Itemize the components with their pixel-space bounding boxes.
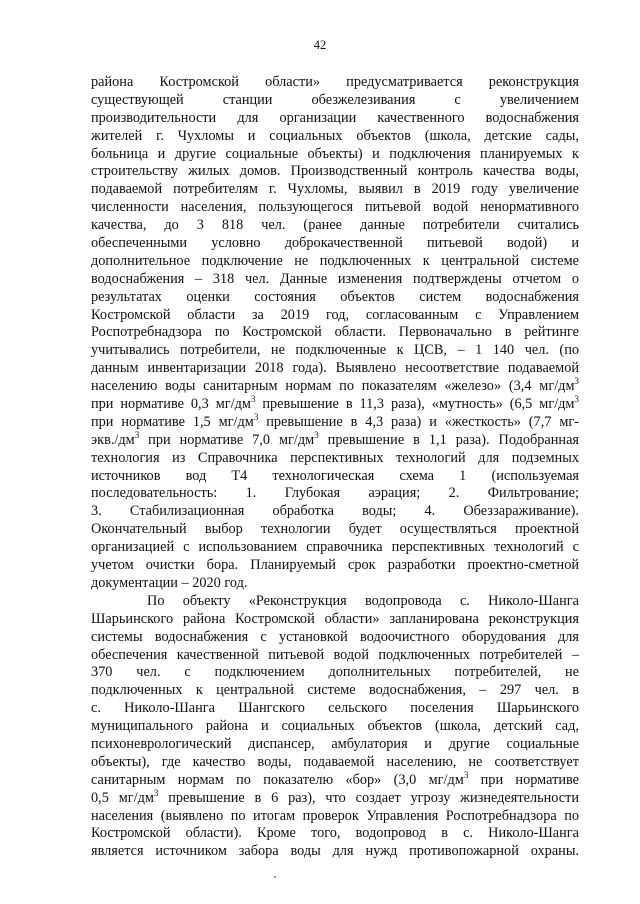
- text-segment: строительству жилых домов. Производственный контроль качества воды,: [91, 163, 579, 180]
- text-segment: экв./дм: [91, 431, 135, 448]
- text-line: [91, 396, 579, 414]
- superscript: 3: [574, 394, 579, 405]
- text-segment: с. Николо-Шанга Шангского сельского поселения Шарьинского: [91, 700, 579, 717]
- superscript: 3: [253, 411, 259, 422]
- text-segment: производительности для организации качественного водоснабжения: [91, 109, 579, 126]
- body-text: [91, 74, 579, 861]
- text-line: [91, 503, 579, 521]
- text-segment: 0,5 мг/дм: [91, 789, 154, 806]
- superscript: 3: [134, 429, 140, 440]
- text-segment: жителей г. Чухломы и социальных объектов (школа, детские сады,: [91, 127, 579, 144]
- text-line: [91, 92, 579, 110]
- text-segment: системы водоснабжения с установкой водоочистного оборудования для: [91, 628, 579, 645]
- text-segment: района Костромской области» предусматривается реконструкция: [91, 74, 579, 90]
- text-line: [91, 74, 579, 92]
- text-line: [91, 235, 579, 253]
- text-line: [91, 593, 579, 611]
- text-segment: Шарьинского района Костромской области» запланирована реконструкция: [91, 610, 579, 627]
- text-segment: 370 чел. с подключением дополнительных потребителей, не: [91, 664, 579, 681]
- text-line: [91, 217, 579, 235]
- text-segment: технология из Справочника перспективных технологий для подземных: [91, 449, 579, 466]
- text-segment: превышение в 1,1 раза). Подобранная: [318, 431, 579, 448]
- text-segment: данным инвентаризации 2018 года). Выявлено несоответствие подаваемой: [91, 360, 579, 377]
- text-segment: подаваемой потребителям г. Чухломы, выявил в 2019 году увеличение: [91, 181, 579, 198]
- text-segment: Роспотребнадзора по Костромской области. Первоначально в рейтинге: [91, 324, 579, 341]
- text-line: [91, 199, 579, 217]
- text-segment: при нормативе 1,5 мг/дм: [91, 413, 254, 430]
- text-line: [91, 485, 579, 503]
- text-line: [91, 682, 579, 700]
- text-line: [91, 521, 579, 539]
- page-number: 42: [313, 38, 327, 52]
- text-line: [91, 843, 579, 861]
- text-line: [91, 450, 579, 468]
- text-segment: психоневрологический диспансер, амбулатория и другие социальные: [91, 735, 579, 752]
- text-segment: подключенных к центральной системе водоснабжения, – 297 чел. в: [91, 682, 579, 699]
- text-segment: превышение в 6 раз), что создает угрозу жизнедеятельности: [158, 789, 579, 806]
- text-line: [91, 289, 579, 307]
- text-line: [91, 411, 579, 432]
- text-line: [91, 271, 579, 289]
- text-segment: при нормативе: [468, 771, 579, 788]
- text-segment: источников вод Т4 технологическая схема 1 (используемая: [91, 467, 579, 484]
- text-line: [91, 769, 579, 790]
- superscript: 3: [153, 787, 159, 798]
- text-line: [91, 342, 579, 360]
- text-segment: населению воды санитарным нормам по показателям «железо» (3,4 мг/дм: [91, 378, 575, 395]
- superscript: 3: [463, 769, 469, 780]
- text-segment: численности населения, пользующегося питьевой водой ненормативного: [91, 199, 579, 216]
- text-segment: учитывались потребители, не подключенные к ЦСВ, – 1 140 чел. (по: [91, 342, 579, 359]
- text-line: [91, 378, 579, 396]
- text-line: [91, 539, 579, 557]
- text-segment: результатах оценки состояния объектов систем водоснабжения: [91, 288, 579, 305]
- text-line: [91, 787, 579, 808]
- text-segment: 3. Стабилизационная обработка воды; 4. Обеззараживание).: [91, 503, 579, 520]
- text-line: [91, 128, 579, 146]
- text-line: [91, 557, 579, 575]
- text-line: [91, 429, 579, 450]
- text-segment: По объекту «Реконструкция водопровода с. Николо-Шанга: [147, 592, 579, 609]
- superscript: 3: [574, 376, 579, 387]
- text-segment: учетом очистки бора. Планируемый срок разработки проектно-сметной: [91, 557, 579, 574]
- text-segment: муниципального района и социальных объектов (школа, детский сад,: [91, 718, 579, 735]
- text-line: [91, 664, 579, 682]
- text-line: [91, 575, 579, 593]
- text-segment: документации – 2020 год.: [91, 574, 248, 591]
- superscript: 3: [314, 429, 319, 440]
- text-line: [91, 736, 579, 754]
- text-segment: населения (выявлено по итогам проверок Управления Роспотребнадзора по: [91, 807, 579, 824]
- text-segment: Костромской области за 2019 год, согласованным с Управлением: [91, 306, 579, 323]
- text-line: [91, 110, 579, 128]
- text-line: [91, 647, 579, 665]
- text-line: [91, 825, 579, 843]
- text-line: [91, 324, 579, 342]
- text-line: [91, 253, 579, 271]
- text-segment: больница и другие социальные объекты) и подключения планируемых к: [91, 145, 579, 162]
- text-segment: обеспечения качественной питьевой водой подключенных потребителей –: [91, 646, 579, 663]
- text-segment: качества, до 3 818 чел. (ранее данные потребители считались: [91, 217, 579, 234]
- text-line: [91, 611, 579, 629]
- text-line: [91, 163, 579, 181]
- text-line: [91, 700, 579, 718]
- text-segment: при нормативе 0,3 мг/дм: [91, 396, 251, 413]
- text-line: [91, 718, 579, 736]
- text-line: [91, 307, 579, 325]
- text-segment: организацией с использованием справочника перспективных технологий с: [91, 539, 579, 556]
- text-segment: дополнительное подключение не подключенных к центральной системе: [91, 252, 579, 269]
- text-segment: существующей станции обезжелезивания с увеличением: [91, 91, 579, 108]
- text-segment: водоснабжения – 318 чел. Данные изменения подтверждены отчетом о: [91, 270, 579, 287]
- text-segment: превышение в 11,3 раза), «мутность» (6,5 мг/дм: [255, 396, 575, 413]
- text-line: [91, 629, 579, 647]
- text-segment: санитарным нормам по показателю «бор» (3,0 мг/дм: [91, 771, 464, 788]
- text-line: [91, 468, 579, 486]
- text-segment: является источником забора воды для нужд противопожарной охраны.: [91, 843, 579, 860]
- scan-speck: [274, 876, 276, 878]
- text-segment: при нормативе 7,0 мг/дм: [139, 431, 315, 448]
- text-segment: Окончательный выбор технологии будет осуществляться проектной: [91, 521, 579, 538]
- text-line: [91, 360, 579, 378]
- text-line: [91, 754, 579, 772]
- text-segment: последовательность: 1. Глубокая аэрация; 2. Фильтрование;: [91, 485, 579, 502]
- text-line: [91, 146, 579, 164]
- text-line: [91, 181, 579, 199]
- text-segment: превышение в 4,3 раза) и «жесткость» (7,7 мг-: [258, 413, 579, 430]
- text-segment: обеспеченными условно доброкачественной питьевой водой) и: [91, 235, 579, 252]
- text-segment: объекты), где качество воды, подаваемой населению, не соответствует: [91, 753, 579, 770]
- text-line: [91, 808, 579, 826]
- text-segment: Костромской области). Кроме того, водопровод в с. Николо-Шанга: [91, 825, 579, 842]
- superscript: 3: [250, 394, 256, 405]
